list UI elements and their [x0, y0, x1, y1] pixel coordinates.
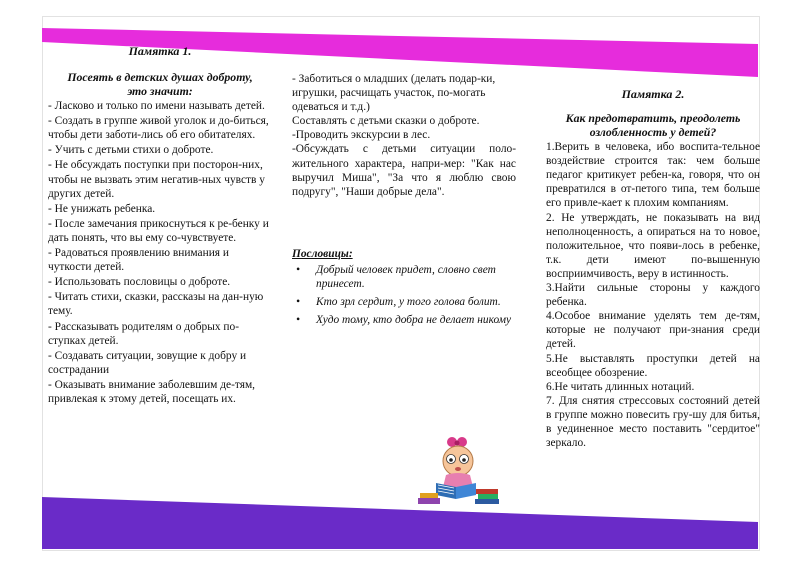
- memo2-item: 3.Найти сильные стороны у каждого ребенка.: [546, 282, 760, 309]
- memo2-item: 4.Особое внимание уделять тем де-тям, которые не получают при-знания среди детей.: [546, 310, 760, 351]
- list-item: - Создавать ситуации, зовущие к добру и сострадании: [48, 349, 247, 376]
- memo1-subtitle-line1: Посеять в детских душах доброту,: [67, 70, 253, 85]
- list-item: - Радоваться проявлению внимания и чуткости детей.: [48, 247, 229, 274]
- memo1-title: Памятка 1.: [128, 44, 192, 58]
- bullet-icon: •: [296, 314, 300, 327]
- proverb-text: Добрый человек придет, словно свет принесет.: [316, 263, 496, 291]
- list-item: - Читать стихи, сказки, рассказы на дан-ную тему.: [48, 291, 264, 318]
- memo1-list: [48, 99, 272, 406]
- memo2-item: 2. Не утверждать, не показывать на вид неполноценность, а опираться на то новое, положительное, что появи-лось в ребенке, т.к. дети имеют по-вышенную восприимчивость, веру в истинность.: [546, 211, 760, 280]
- proverb-text: Худо тому, кто добра не делает никому: [316, 314, 512, 327]
- memo2-item: 6.Не читать длинных нотаций.: [546, 380, 695, 393]
- proverb-item: [292, 313, 516, 327]
- list-item: - Ласково и только по имени называть детей.: [48, 100, 265, 113]
- memo2-item: 7. Для снятия стрессовых состояний детей в группе можно повесить гру-шу для битья, в уединенное место поставить "сердитое" зеркало.: [546, 394, 760, 450]
- bullet-icon: •: [296, 296, 300, 309]
- list-item: - Создать в группе живой уголок и до-биться, чтобы дети заботи-лись об его обитателях.: [48, 115, 269, 142]
- proverbs-title: Пословицы:: [292, 247, 353, 260]
- proverb-item: [292, 295, 516, 309]
- list-item: - Учить с детьми стихи о доброте.: [48, 144, 214, 157]
- middle-column: [292, 72, 516, 331]
- list-item: - Не унижать ребенка.: [48, 202, 156, 215]
- memo2-title: Памятка 2.: [621, 87, 685, 101]
- memo2-item: 1.Верить в человека, ибо воспита-тельное воздействие строится так: чем больше педагог критикует ребен-ка, говоря, что он превратился в от-петого типа, тем больше его привле-кает к плохим компаниям.: [546, 141, 760, 210]
- list-item: - Использовать пословицы о доброте.: [48, 276, 231, 289]
- memo2-column: [546, 87, 760, 450]
- bullet-icon: •: [296, 263, 300, 276]
- memo1-column: [48, 44, 272, 407]
- memo2-item: 5.Не выставлять проступки детей на всеобщее обозрение.: [546, 352, 760, 379]
- list-item: - Оказывать внимание заболевшим де-тям, привлекая к этому детей, посещать их.: [48, 378, 255, 405]
- middle-item: -Обсуждать с детьми ситуации поло-жительного характера, напри-мер: "Как нас выручил Миша", "За что я люблю свою подругу", "Наши добрые дела".: [292, 143, 516, 198]
- middle-item: - Заботиться о младших (делать подар-ки, игрушки, расчищать участок, по-могать одеваться и т.д.): [292, 73, 496, 114]
- purple-band: [42, 497, 758, 549]
- proverb-text: Кто зрл сердит, у того голова болит.: [316, 296, 501, 309]
- middle-item: -Проводить экскурсии в лес.: [292, 129, 431, 142]
- proverb-item: [292, 263, 516, 291]
- list-item: - Рассказывать родителям о добрых по-ступках детей.: [48, 320, 239, 347]
- proverbs-list: [292, 263, 516, 327]
- child-reading-books-icon: [418, 433, 500, 505]
- list-item: - После замечания прикоснуться к ре-бенку и дать понять, что вы ему со-чувствуете.: [48, 217, 269, 244]
- middle-item: Составлять с детьми сказки о доброте.: [292, 115, 480, 128]
- memo2-subtitle-line2: озлобленность у детей?: [589, 125, 717, 140]
- memo2-subtitle-line1: Как предотвратить, преодолеть: [565, 111, 741, 126]
- list-item: - Не обсуждать поступки при посторон-них, чтобы не вызвать этим негатив-ных чувств у других детей.: [48, 159, 265, 200]
- memo1-subtitle-line2: это значит:: [127, 84, 193, 99]
